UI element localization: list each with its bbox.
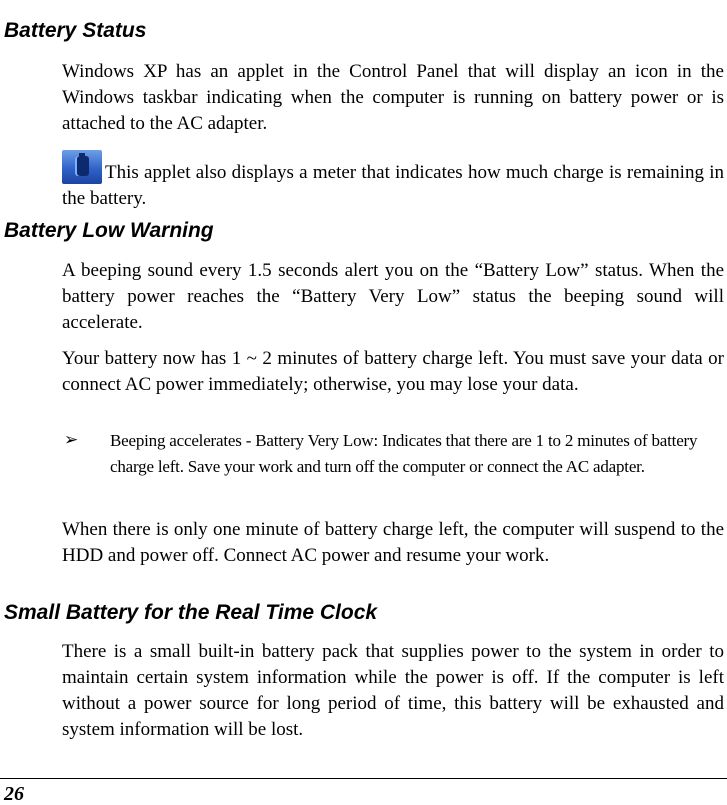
- heading-battery-low-warning: Battery Low Warning: [4, 219, 214, 242]
- bullet-text-very-low: Beeping accelerates - Battery Very Low: Indicates that there are 1 to 2 minutes of battery charge left. Save your work and turn off the computer or connect the AC adapter.: [110, 431, 698, 476]
- paragraph-battery-status-intro: Windows XP has an applet in the Control Panel that will display an icon in the Windows taskbar indicating when the computer is running on battery power or is attached to the AC adapter.: [62, 61, 724, 134]
- paragraph-battery-meter-text: This applet also displays a meter that indicates how much charge is remaining in the battery.: [62, 162, 724, 209]
- paragraph-battery-meter: [62, 150, 724, 212]
- paragraph-beeping-sound: A beeping sound every 1.5 seconds alert you on the “Battery Low” status. When the battery power reaches the “Battery Very Low” status the beeping sound will accelerate.: [62, 260, 724, 333]
- paragraph-charge-left: Your battery now has 1 ~ 2 minutes of battery charge left. You must save your data or connect AC power immediately; otherwise, you may lose your data.: [62, 348, 724, 395]
- bullet-arrow-icon: ➢: [64, 430, 79, 450]
- battery-meter-icon: [62, 150, 102, 184]
- heading-battery-status: Battery Status: [4, 19, 147, 42]
- paragraph-rtc-battery: There is a small built-in battery pack that supplies power to the system in order to maintain certain system information while the power is off. If the computer is left without a power source for long period of time, this battery will be exhausted and system information will be lost.: [62, 641, 724, 740]
- footer-rule: [0, 778, 727, 779]
- paragraph-one-minute-left: When there is only one minute of battery charge left, the computer will suspend to the HDD and power off. Connect AC power and resume your work.: [62, 519, 724, 566]
- heading-real-time-clock-battery: Small Battery for the Real Time Clock: [4, 601, 378, 624]
- page-number: 26: [4, 783, 24, 805]
